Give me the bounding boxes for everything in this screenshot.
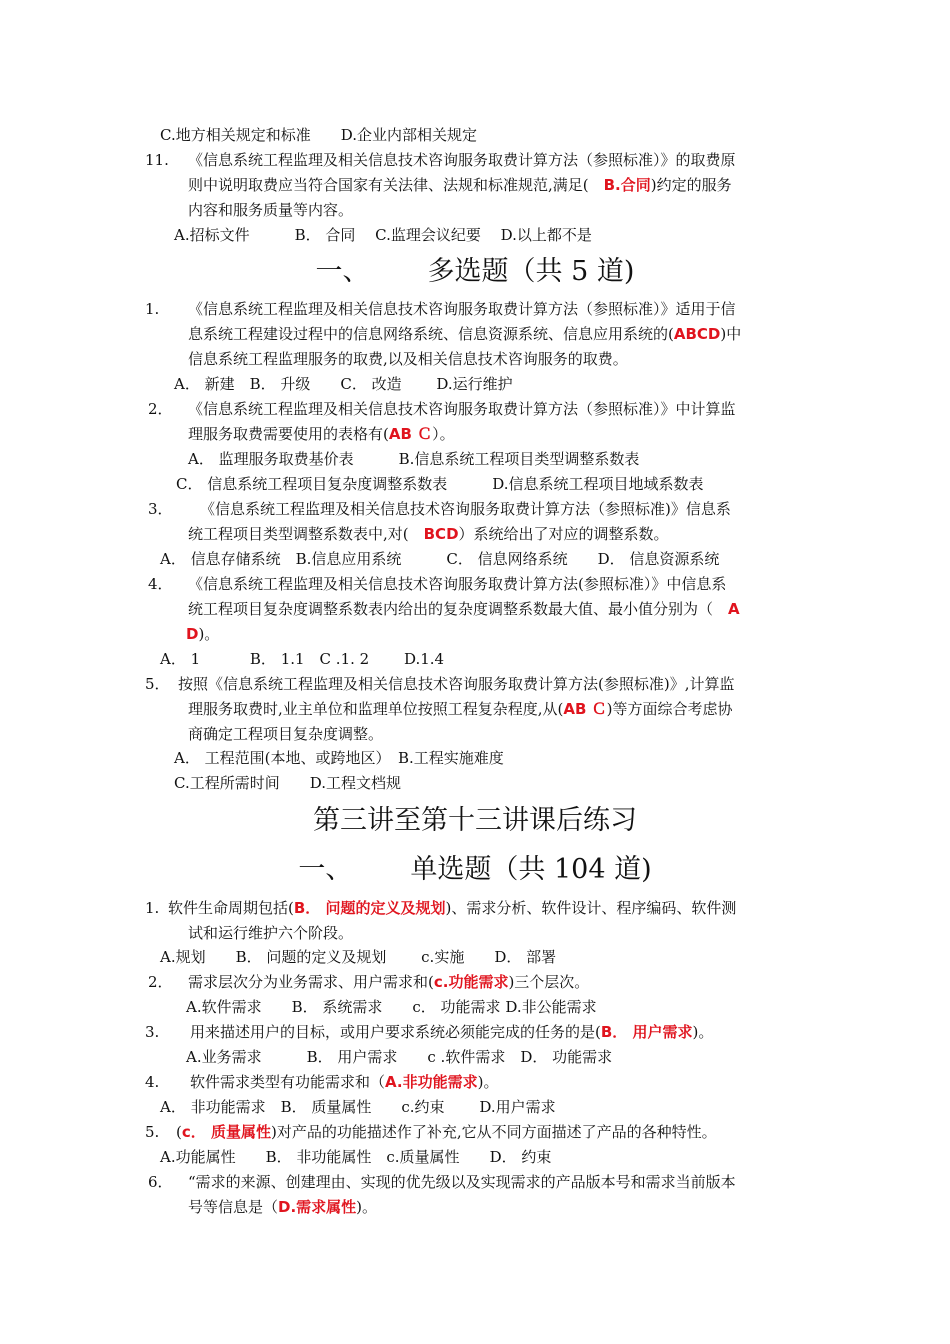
option-line: A． 非功能需求 B． 质量属性 c.约束 D.用户需求 (160, 1098, 556, 1116)
answer: A (728, 600, 740, 618)
text-segment: 需求层次分为业务需求、用户需求和( (188, 973, 434, 991)
question-number: 6． (148, 1173, 173, 1191)
option-line: C． 信息系统工程项目复杂度调整系数表 D.信息系统工程项目地域系数表 (176, 475, 704, 493)
question-text (188, 597, 740, 622)
text-segment: 理服务取费需要使用的表格有( (188, 425, 389, 443)
section-heading (0, 853, 950, 887)
question-number: 5. (145, 1123, 160, 1141)
lecture-title: 第三讲至第十三讲课后练习 (313, 805, 637, 836)
text-segment: )等方面综合考虑协 (606, 700, 733, 718)
option-line: A.软件需求 B． 系统需求 c． 功能需求 D.非公能需求 (186, 998, 597, 1016)
text-segment: )。 (198, 625, 220, 643)
question-text (176, 1120, 717, 1145)
question-text: 《信息系统工程监理及相关信息技术咨询服务取费计算方法（参照标准）》适用于信 (188, 300, 736, 318)
text-segment: )中 (720, 325, 742, 343)
option-line: A． 1 B． 1.1 C .1. 2 D.1.4 (160, 650, 445, 668)
answer: AB Ｃ (563, 700, 607, 718)
text-segment: 理服务取费时,业主单位和监理单位按照工程复杂程度,从( (188, 700, 564, 718)
text-segment: 用来描述用户的目标，或用户要求系统必须能完成的任务的是( (190, 1023, 601, 1041)
option-line: A． 监理服务取费基价表 B.信息系统工程项目类型调整系数表 (188, 450, 640, 468)
question-number: 2． (148, 400, 173, 418)
text-segment: )对产品的功能描述作了补充,它从不同方面描述了产品的各种特性。 (270, 1123, 717, 1141)
question-text (190, 1070, 498, 1095)
question-text (168, 896, 736, 921)
question-text (188, 322, 741, 347)
question-number: 5． (145, 675, 170, 693)
question-number: 4. (145, 1073, 160, 1091)
question-number: 4． (148, 575, 173, 593)
question-text: “需求的来源、创建理由、实现的优先级以及实现需求的产品版本号和需求当前版本 (188, 1173, 736, 1191)
text-segment: 号等信息是（ (188, 1198, 279, 1216)
option-line: A.招标文件 B． 合同 C.监理会议纪要 D.以上都不是 (174, 226, 592, 244)
question-text (188, 1195, 377, 1220)
text-segment: ）系统给出了对应的调整系数。 (458, 525, 669, 543)
section-number: 一、 (298, 854, 353, 885)
question-text (186, 622, 219, 647)
section-title: 多选题（共 5 道) (427, 256, 635, 287)
question-text: 商确定工程项目复杂度调整。 (188, 725, 384, 743)
option-line: C.地方相关规定和标准 D.企业内部相关规定 (160, 126, 477, 144)
answer: D.需求属性 (278, 1198, 357, 1216)
question-number: 1. (145, 300, 160, 318)
question-text: 内容和服务质量等内容。 (188, 201, 354, 219)
answer: B． 问题的定义及规划 (293, 899, 446, 917)
option-line: A.规划 B． 问题的定义及规划 c.实施 D． 部署 (160, 948, 557, 966)
answer: AB Ｃ (388, 425, 433, 443)
text-segment: 软件需求类型有功能需求和（ (190, 1073, 386, 1091)
text-segment: )三个层次。 (508, 973, 590, 991)
question-text (188, 697, 733, 722)
question-number: 1. (145, 899, 160, 917)
text-segment: )。 (692, 1023, 714, 1041)
question-text: 《信息系统工程监理及相关信息技术咨询服务取费计算方法（参照标准)》信息系 (200, 500, 731, 518)
section-number: 一、 (315, 256, 370, 287)
text-segment: )、需求分析、软件设计、程序编码、软件测 (445, 899, 737, 917)
answer: B． 用户需求 (600, 1023, 693, 1041)
text-segment: ）。 (432, 425, 455, 443)
question-text: 《信息系统工程监理及相关信息技术咨询服务取费计算方法（参照标准）》的取费原 (188, 151, 736, 169)
text-segment: 则中说明取费应当符合国家有关法律、法规和标准规范,满足( (188, 176, 604, 194)
question-text: 信息系统工程监理服务的取费,以及相关信息技术咨询服务的取费。 (188, 350, 628, 368)
text-segment: 统工程项目复杂度调整系数表内给出的复杂度调整系数最大值、最小值分别为（ (188, 600, 729, 618)
answer: ABCD (673, 325, 721, 343)
question-text: 《信息系统工程监理及相关信息技术咨询服务取费计算方法（参照标准）》中计算监 (188, 400, 736, 418)
question-text: 《信息系统工程监理及相关信息技术咨询服务取费计算方法(参照标准）》中信息系 (188, 575, 727, 593)
option-line: A.业务需求 B． 用户需求 c .软件需求 D． 功能需求 (186, 1048, 613, 1066)
text-segment: 息系统工程建设过程中的信息网络系统、信息资源系统、信息应用系统的( (188, 325, 674, 343)
answer: c． 质量属性 (181, 1123, 271, 1141)
option-line: A． 信息存储系统 B.信息应用系统 C． 信息网络系统 D． 信息资源系统 (160, 550, 720, 568)
question-text (190, 1020, 713, 1045)
text-segment: )约定的服务 (650, 176, 732, 194)
option-line: A． 工程范围(本地、或跨地区） B.工程实施难度 (174, 749, 504, 767)
option-line: A． 新建 B． 升级 C． 改造 D.运行维护 (174, 375, 513, 393)
question-number: 3． (148, 500, 173, 518)
section-title: 单选题（共 104 道) (410, 854, 652, 885)
answer: BCD (423, 525, 459, 543)
answer: B.合同 (603, 176, 651, 194)
option-line: A.功能属性 B． 非功能属性 c.质量属性 D． 约束 (160, 1148, 552, 1166)
section-heading (0, 255, 950, 289)
question-number: 2． (148, 973, 173, 991)
question-text (188, 173, 732, 198)
answer: c.功能需求 (433, 973, 509, 991)
question-text: 试和运行维护六个阶段。 (188, 924, 354, 942)
question-text (188, 970, 589, 995)
text-segment: 软件生命周期包括( (168, 899, 294, 917)
text-segment: )。 (356, 1198, 378, 1216)
text-segment: 统工程项目类型调整系数表中,对( (188, 525, 424, 543)
text-segment: ( (176, 1123, 182, 1141)
text-segment: )。 (477, 1073, 499, 1091)
question-number: 3. (145, 1023, 160, 1041)
option-line: C.工程所需时间 D.工程文档规 (174, 774, 401, 792)
question-text (188, 422, 455, 447)
answer: D (186, 625, 199, 643)
question-text: 按照《信息系统工程监理及相关信息技术咨询服务取费计算方法(参照标准)》,计算监 (178, 675, 735, 693)
question-text (188, 522, 669, 547)
question-number: 11. (145, 151, 169, 169)
answer: A.非功能需求 (385, 1073, 478, 1091)
